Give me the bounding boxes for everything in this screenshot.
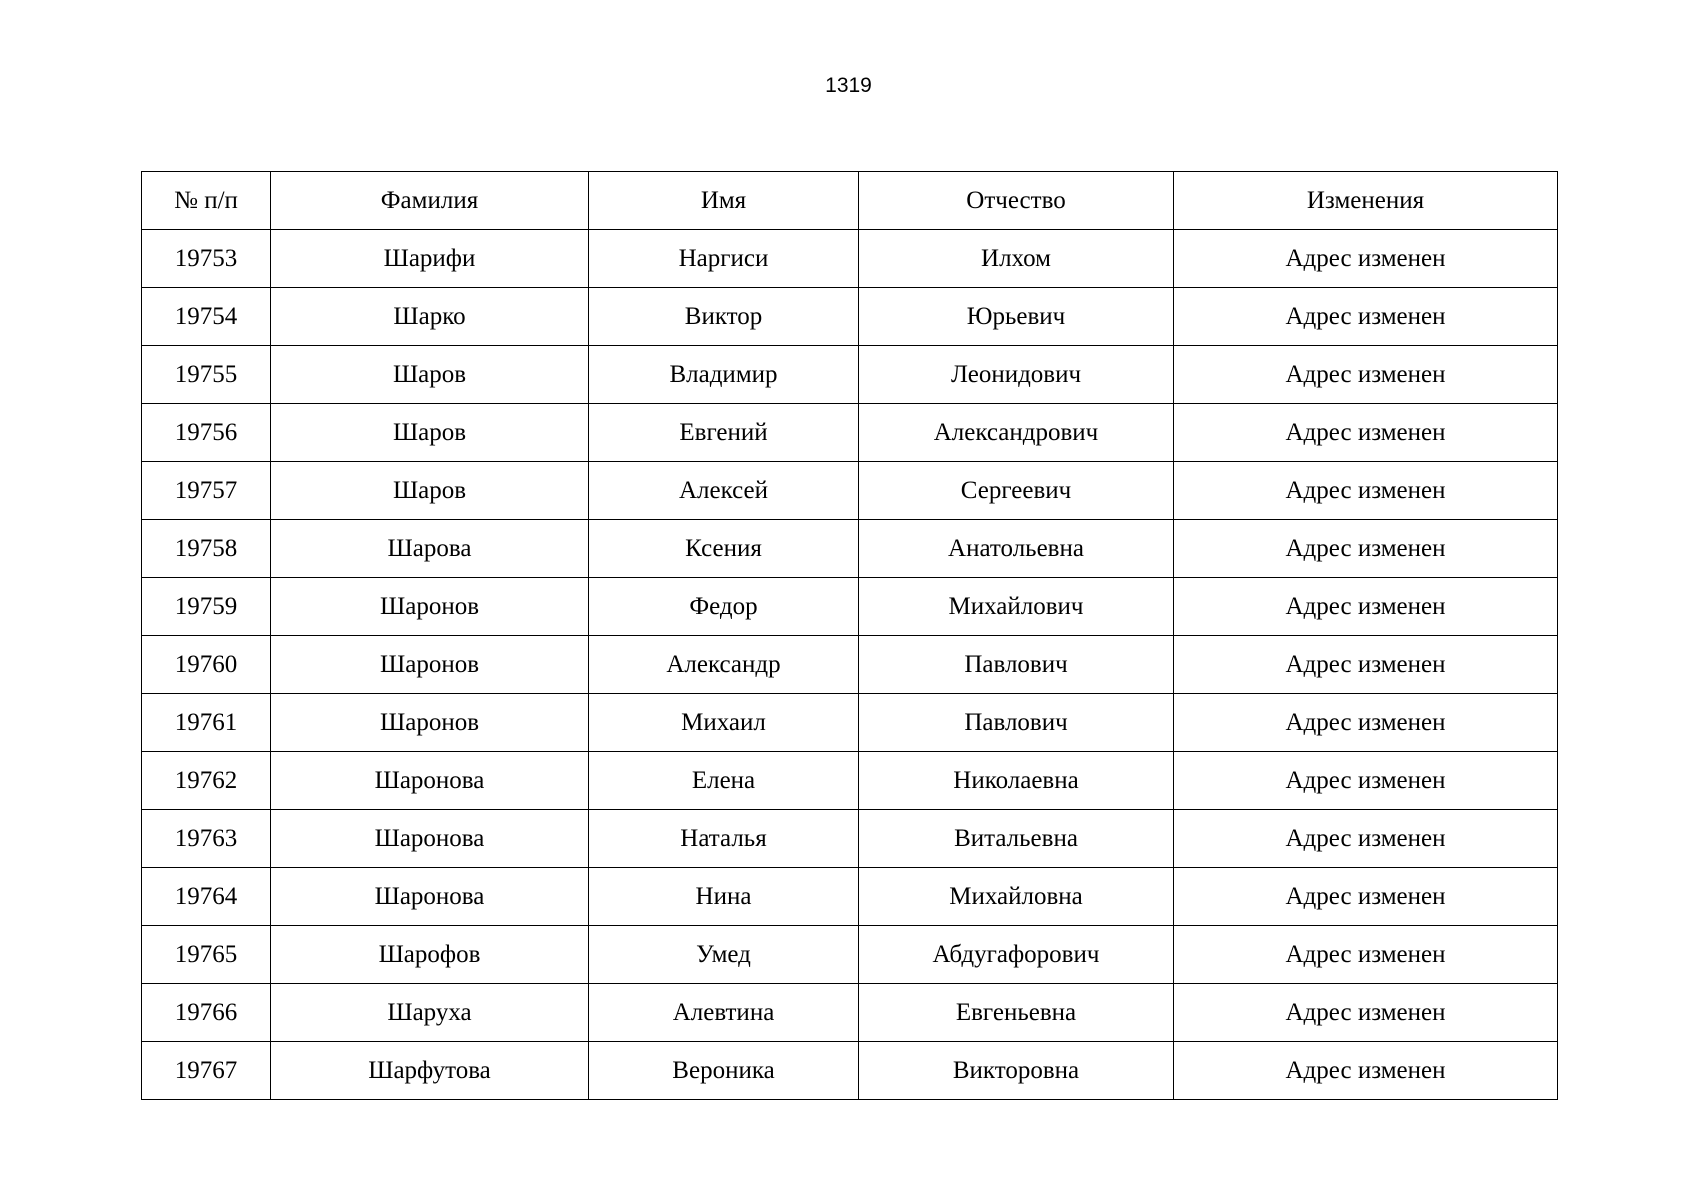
cell-number: 19760 bbox=[142, 636, 271, 694]
cell-first-name: Алевтина bbox=[589, 984, 859, 1042]
cell-patronymic: Павлович bbox=[859, 694, 1174, 752]
cell-number: 19764 bbox=[142, 868, 271, 926]
cell-last-name: Шаронов bbox=[271, 636, 589, 694]
cell-patronymic: Сергеевич bbox=[859, 462, 1174, 520]
cell-first-name: Владимир bbox=[589, 346, 859, 404]
cell-patronymic: Евгеньевна bbox=[859, 984, 1174, 1042]
cell-number: 19765 bbox=[142, 926, 271, 984]
table-row bbox=[142, 520, 1558, 578]
cell-changes: Адрес изменен bbox=[1174, 288, 1558, 346]
cell-changes: Адрес изменен bbox=[1174, 868, 1558, 926]
table-row bbox=[142, 404, 1558, 462]
cell-patronymic: Викторовна bbox=[859, 1042, 1174, 1100]
cell-last-name: Шарфутова bbox=[271, 1042, 589, 1100]
cell-first-name: Наталья bbox=[589, 810, 859, 868]
cell-first-name: Александр bbox=[589, 636, 859, 694]
cell-first-name: Вероника bbox=[589, 1042, 859, 1100]
cell-first-name: Виктор bbox=[589, 288, 859, 346]
cell-patronymic: Витальевна bbox=[859, 810, 1174, 868]
table-row bbox=[142, 926, 1558, 984]
table-row bbox=[142, 636, 1558, 694]
cell-changes: Адрес изменен bbox=[1174, 230, 1558, 288]
cell-patronymic: Михайловна bbox=[859, 868, 1174, 926]
cell-patronymic: Михайлович bbox=[859, 578, 1174, 636]
table-row bbox=[142, 868, 1558, 926]
cell-last-name: Шаронова bbox=[271, 868, 589, 926]
table-row bbox=[142, 578, 1558, 636]
cell-last-name: Шаруха bbox=[271, 984, 589, 1042]
cell-number: 19759 bbox=[142, 578, 271, 636]
table-row bbox=[142, 230, 1558, 288]
page-number: 1319 bbox=[825, 74, 872, 97]
cell-changes: Адрес изменен bbox=[1174, 578, 1558, 636]
cell-last-name: Шарифи bbox=[271, 230, 589, 288]
cell-number: 19761 bbox=[142, 694, 271, 752]
header-changes: Изменения bbox=[1174, 172, 1558, 230]
cell-number: 19758 bbox=[142, 520, 271, 578]
cell-patronymic: Абдугафорович bbox=[859, 926, 1174, 984]
table-header bbox=[142, 172, 1558, 230]
cell-first-name: Михаил bbox=[589, 694, 859, 752]
cell-last-name: Шаронов bbox=[271, 578, 589, 636]
table-row bbox=[142, 346, 1558, 404]
cell-number: 19754 bbox=[142, 288, 271, 346]
cell-patronymic: Илхом bbox=[859, 230, 1174, 288]
cell-patronymic: Леонидович bbox=[859, 346, 1174, 404]
cell-number: 19762 bbox=[142, 752, 271, 810]
cell-changes: Адрес изменен bbox=[1174, 636, 1558, 694]
cell-number: 19755 bbox=[142, 346, 271, 404]
cell-patronymic: Александрович bbox=[859, 404, 1174, 462]
cell-first-name: Умед bbox=[589, 926, 859, 984]
table-row bbox=[142, 288, 1558, 346]
table-row bbox=[142, 462, 1558, 520]
cell-changes: Адрес изменен bbox=[1174, 984, 1558, 1042]
cell-last-name: Шаронова bbox=[271, 810, 589, 868]
cell-first-name: Нина bbox=[589, 868, 859, 926]
cell-last-name: Шаронов bbox=[271, 694, 589, 752]
cell-last-name: Шаронова bbox=[271, 752, 589, 810]
cell-first-name: Наргиси bbox=[589, 230, 859, 288]
cell-changes: Адрес изменен bbox=[1174, 462, 1558, 520]
cell-first-name: Алексей bbox=[589, 462, 859, 520]
cell-changes: Адрес изменен bbox=[1174, 346, 1558, 404]
cell-last-name: Шаров bbox=[271, 346, 589, 404]
cell-changes: Адрес изменен bbox=[1174, 404, 1558, 462]
cell-number: 19756 bbox=[142, 404, 271, 462]
header-number: № п/п bbox=[142, 172, 271, 230]
cell-number: 19767 bbox=[142, 1042, 271, 1100]
cell-number: 19766 bbox=[142, 984, 271, 1042]
cell-number: 19763 bbox=[142, 810, 271, 868]
cell-changes: Адрес изменен bbox=[1174, 694, 1558, 752]
cell-changes: Адрес изменен bbox=[1174, 752, 1558, 810]
cell-number: 19757 bbox=[142, 462, 271, 520]
cell-last-name: Шаров bbox=[271, 404, 589, 462]
cell-changes: Адрес изменен bbox=[1174, 1042, 1558, 1100]
cell-first-name: Федор bbox=[589, 578, 859, 636]
cell-last-name: Шаров bbox=[271, 462, 589, 520]
table-row bbox=[142, 984, 1558, 1042]
cell-patronymic: Анатольевна bbox=[859, 520, 1174, 578]
header-first-name: Имя bbox=[589, 172, 859, 230]
cell-last-name: Шарова bbox=[271, 520, 589, 578]
cell-changes: Адрес изменен bbox=[1174, 520, 1558, 578]
cell-first-name: Елена bbox=[589, 752, 859, 810]
table-row bbox=[142, 810, 1558, 868]
cell-number: 19753 bbox=[142, 230, 271, 288]
cell-changes: Адрес изменен bbox=[1174, 810, 1558, 868]
table-row bbox=[142, 752, 1558, 810]
cell-changes: Адрес изменен bbox=[1174, 926, 1558, 984]
header-patronymic: Отчество bbox=[859, 172, 1174, 230]
cell-last-name: Шарко bbox=[271, 288, 589, 346]
header-last-name: Фамилия bbox=[271, 172, 589, 230]
table-body bbox=[142, 230, 1558, 1100]
table-row bbox=[142, 694, 1558, 752]
table-row bbox=[142, 1042, 1558, 1100]
cell-patronymic: Николаевна bbox=[859, 752, 1174, 810]
cell-last-name: Шарофов bbox=[271, 926, 589, 984]
header-row bbox=[142, 172, 1558, 230]
cell-first-name: Ксения bbox=[589, 520, 859, 578]
cell-patronymic: Юрьевич bbox=[859, 288, 1174, 346]
cell-patronymic: Павлович bbox=[859, 636, 1174, 694]
records-table bbox=[141, 171, 1558, 1100]
cell-first-name: Евгений bbox=[589, 404, 859, 462]
records-table-container bbox=[141, 171, 1558, 1100]
